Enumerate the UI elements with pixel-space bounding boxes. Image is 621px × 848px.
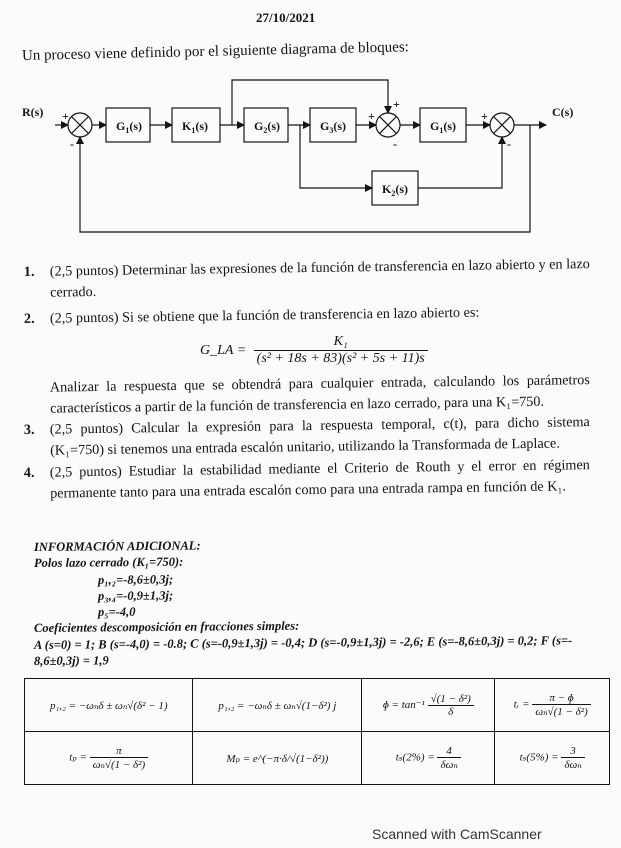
question-2-analysis: Analizar la respuesta que se obtendrá para cualquier entrada, calculando los parámetros característicos a partir de la función de transferencia en lazo cerrado, para una K₁=750. [49,372,590,417]
open-loop-formula: G_LA = $\frac{\text{K₁}}{\text{(s² + 18s + 83)(s² + 5s + 11)s}}$ [200,334,428,367]
k2-label: $K_2(s)$ [382,182,409,198]
intro-text: Un proceso viene definido por el siguiente diagrama de bloques: [21,39,410,64]
cell-poles-overdamped: p₁,₂ = −ωₙδ ± ωₙ√(δ² − 1) [25,679,193,732]
sign-sj2-in: + [368,109,375,123]
coef-title: Coeficientes descomposición en fracciones simples: [33,618,300,635]
formula-table [24,678,610,785]
sign-sj3-fb: - [507,137,511,151]
cell-peak-time: tₚ = $\frac{\pi}{\text{ωₙ√(1 − δ²)}}$ [25,732,193,785]
cell-phi: ɸ = tan⁻¹ $\frac{\text{√(1 − δ²)}}{\delta}$ [362,679,495,732]
block-g1-first [106,108,150,142]
info-title: INFORMACIÓN ADICIONAL: [33,538,201,554]
g3-label: $G_3(s)$ [320,119,347,135]
pole-2: p₃,₄=-0,9±1,3j; [97,588,174,603]
formula-denominator: (s² + 18s + 83)(s² + 5s + 11)s [256,351,425,366]
output-label: C(s) [552,105,574,119]
k1-label: $K_1(s)$ [182,119,209,135]
sign-sj1-in: + [62,109,69,123]
wire-unity-feedback [80,125,530,232]
wire-to-k2 [300,125,372,188]
question-1: 1. (2,5 puntos) Determinar las expresiones de la función de transferencia en lazo abierto y en lazo cerrado. [23,256,590,301]
question-2: 2. (2,5 puntos) Si se obtiene que la función de transferencia en lazo abierto es: [23,304,480,327]
formula-numerator: K₁ [254,334,428,351]
pole-1: p₁,₂=-8,6±0,3j; [97,572,174,587]
exam-date: 27/10/2021 [256,10,316,25]
block-g2 [244,108,288,142]
wire-k2-feedback [418,137,502,188]
question-4: 4. (2,5 puntos) Estudiar la estabilidad mediante el Criterio de Routh y el error en régimen permanente tanto para una entrada escalón como para una entrada rampa en función de K₁. [23,457,590,502]
coef-line-2: 8,6±0,3j) = 1,9 [33,653,109,668]
coef-line-1: A (s=0) = 1; B (s=-4,0) = -0.8; C (s=-0,9±1,3j) = -0,4; D (s=-0,9±1,3j) = -2,6; E (s=-8,6±0,3j) = 0,2; F (s=- [33,633,573,652]
input-label: R(s) [22,105,44,119]
sign-sj1-fb: - [70,137,74,151]
cell-rise-time: tᵣ = $\frac{\text{π − ɸ}}{\text{ωₙ√(1 − δ²)}}$ [495,679,610,732]
cell-overshoot: Mₚ = e^(−π·δ/√(1−δ²)) [193,732,362,785]
pole-3: p₅=-4,0 [97,604,136,619]
sign-sj2-fb: - [393,137,397,151]
sign-sj3-in: + [481,109,488,123]
block-diagram [0,70,621,250]
cell-poles-underdamped: p₁,₂ = −ωₙδ ± ωₙ√(1−δ²) j [193,679,362,732]
poles-title: Polos lazo cerrado (K₁=750): [33,554,184,570]
g1-second-label: $G_1(s)$ [430,119,457,135]
cell-settling-5: tₛ(5%) = $\frac{3}{\text{δωₙ}}$ [495,732,610,785]
cell-settling-2: tₛ(2%) = $\frac{4}{\text{δωₙ}}$ [362,732,495,785]
scanner-watermark: Scanned with CamScanner [372,826,542,842]
question-3: 3. (2,5 puntos) Calcular la expresión para la respuesta temporal, c(t), para dicho sistema (K₁=750) si tenemos una entrada escalón unitario, utilizando la Transformada de Laplace. [23,414,590,459]
sign-sj2-top: + [393,97,400,111]
g1-first-label: $G_1(s)$ [116,119,143,135]
g2-label: $G_2(s)$ [254,119,281,135]
